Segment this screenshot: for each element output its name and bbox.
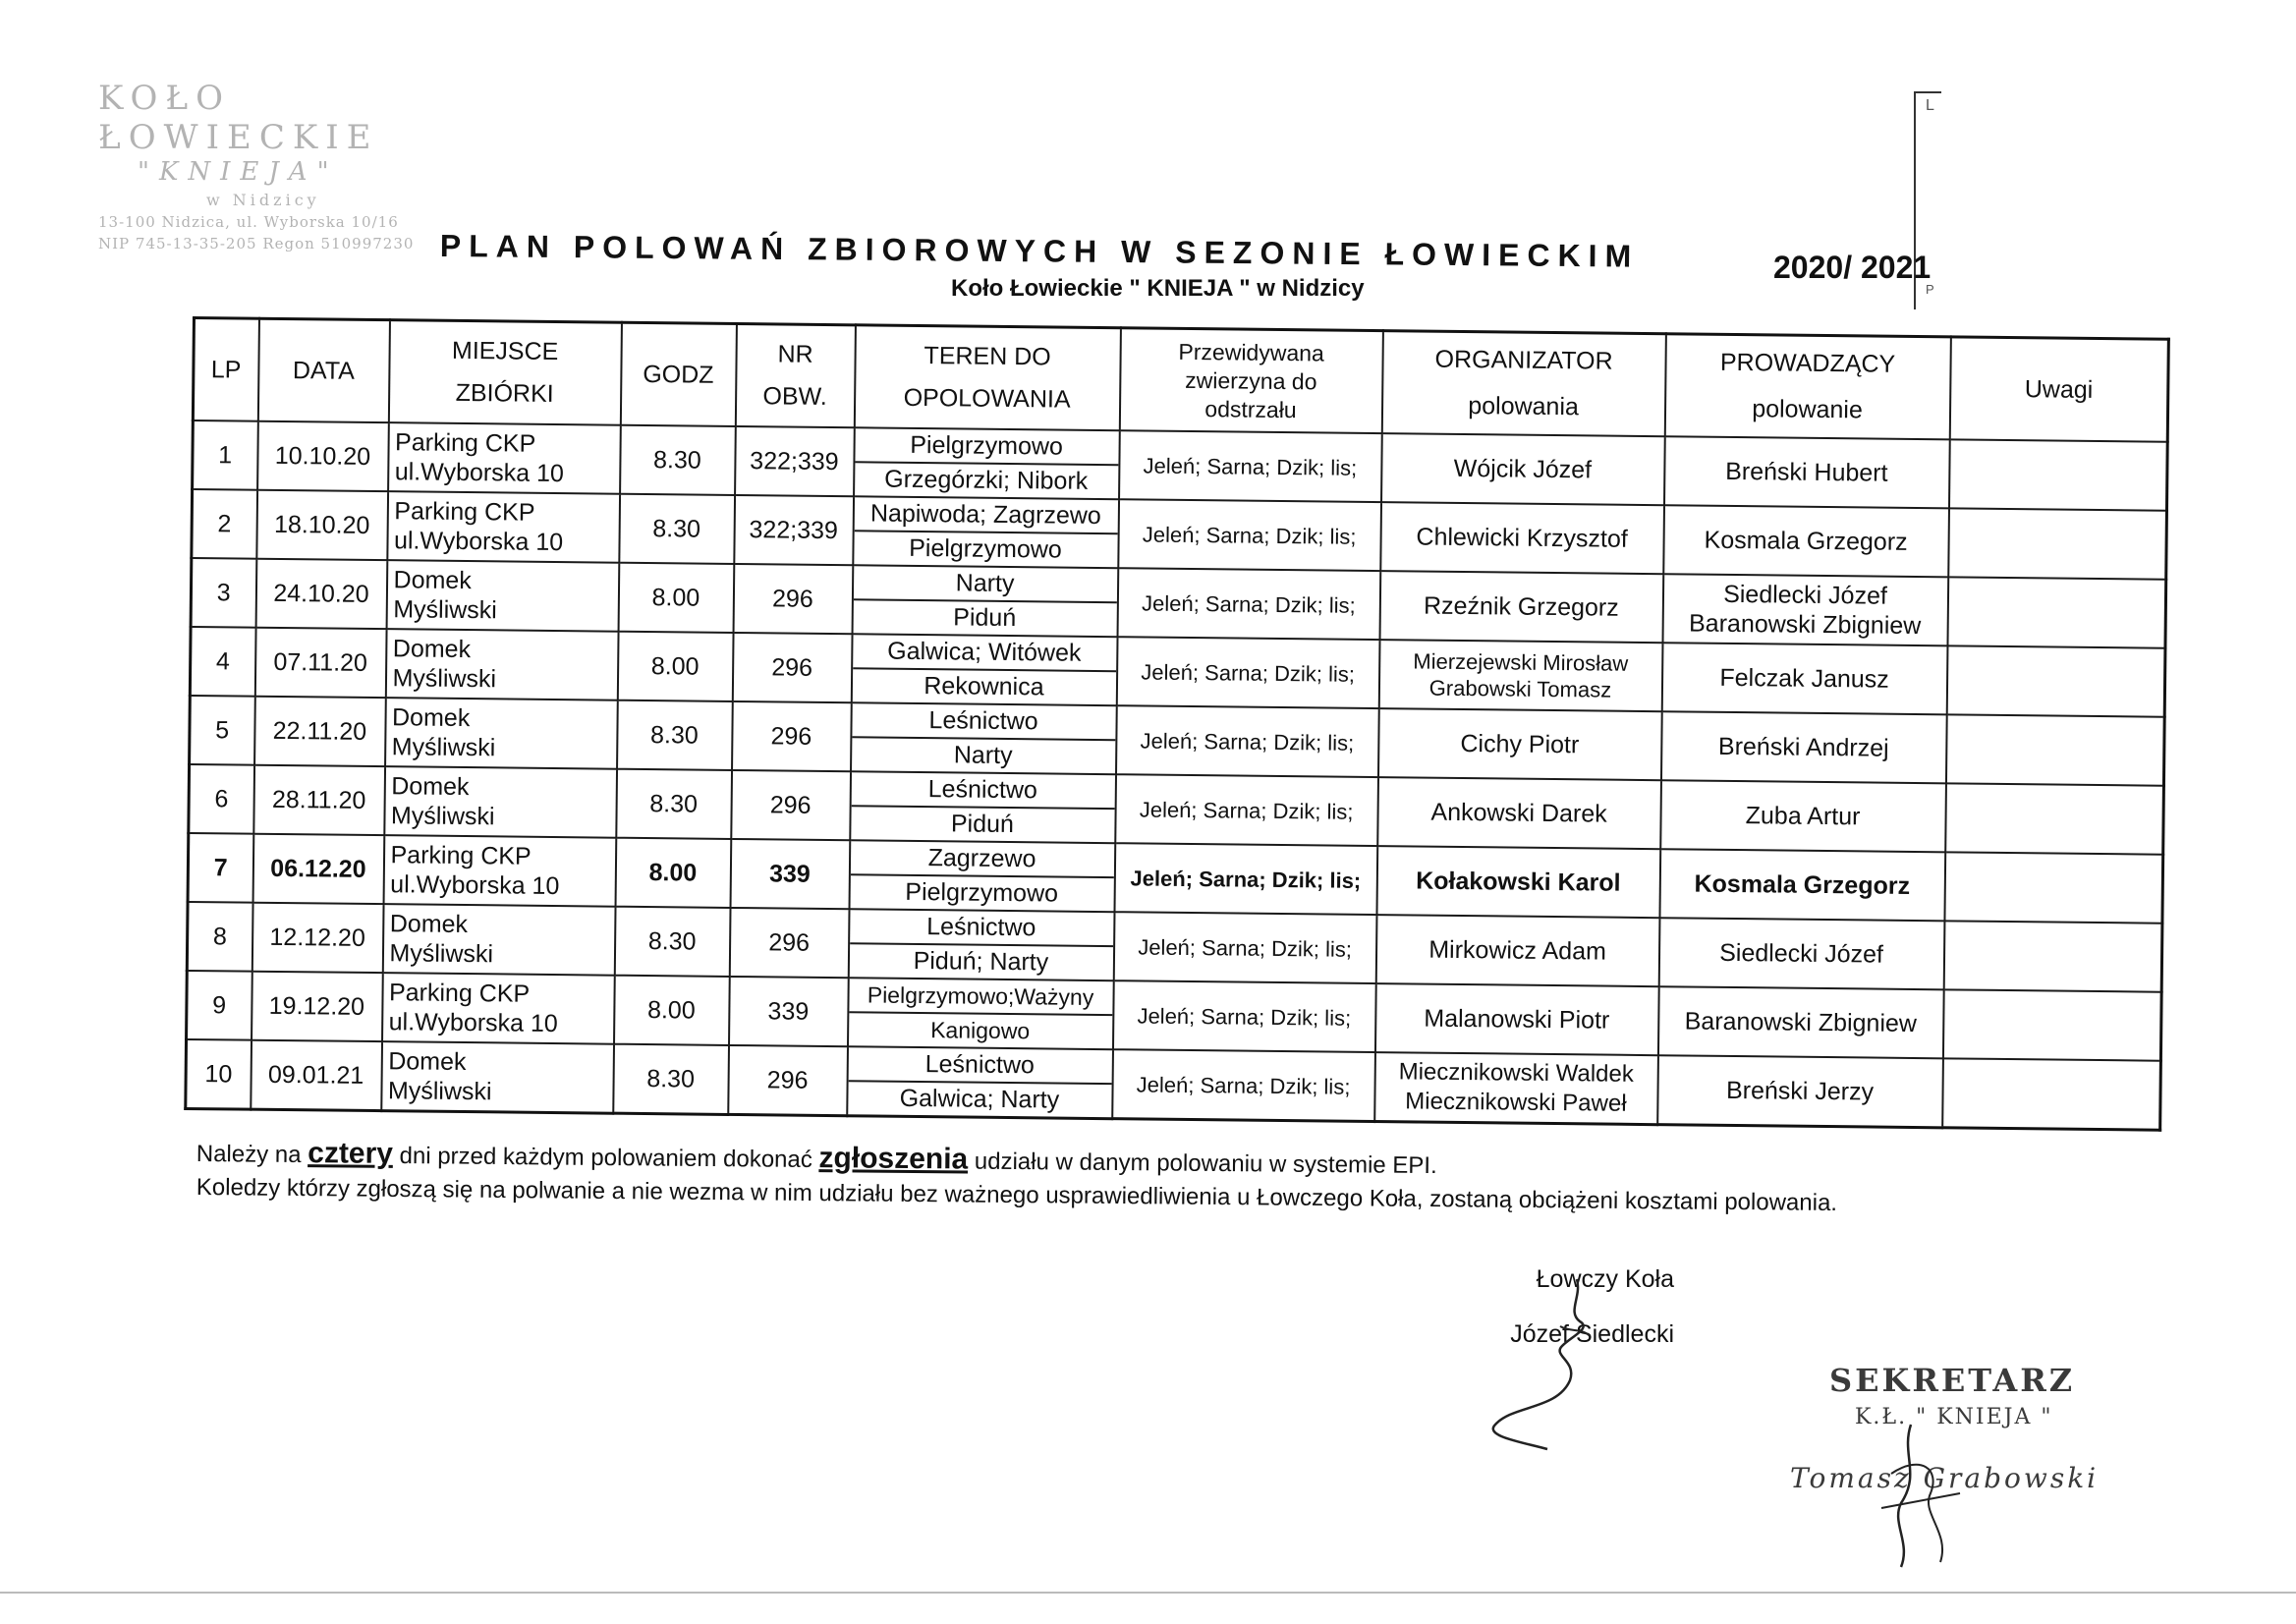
cell-lp: 9	[187, 971, 252, 1040]
cell-prowadzacy: Baranowski Zbigniew	[1657, 986, 1943, 1058]
margin-letter-bottom: P	[1926, 282, 1934, 297]
cell-godz: 8.30	[620, 425, 736, 495]
cell-zwierzyna: Jeleń; Sarna; Dzik; lis;	[1114, 843, 1377, 915]
cell-zwierzyna: Jeleń; Sarna; Dzik; lis;	[1117, 568, 1380, 640]
header-data: DATA	[257, 318, 389, 422]
cell-uwagi	[1943, 921, 2162, 991]
cell-organizator: Mierzejewski Mirosław Grabowski Tomasz	[1378, 640, 1662, 711]
cell-miejsce: Domek Myśliwski	[381, 1041, 614, 1113]
secretary-stamp-name: Tomasz Grabowski	[1790, 1462, 2100, 1494]
cell-nr-obw: 296	[732, 633, 852, 702]
cell-data: 07.11.20	[254, 628, 386, 698]
cell-lp: 1	[193, 420, 258, 490]
cell-lp: 8	[187, 902, 252, 972]
cell-teren: Leśnictwo Piduń	[850, 771, 1116, 843]
header-lp: LP	[193, 318, 258, 421]
signature-role: Łowczy Koła	[1536, 1265, 1674, 1293]
stamp-line-3: w Nidzicy	[206, 191, 320, 209]
note-emphasis-zgloszenia: zgłoszenia	[818, 1142, 969, 1176]
cell-nr-obw: 339	[730, 839, 850, 909]
season-label: 2020/ 2021	[1773, 250, 1932, 285]
cell-lp: 7	[188, 833, 253, 903]
header-uwagi: Uwagi	[1949, 337, 2168, 442]
cell-teren: Leśnictwo Narty	[851, 702, 1117, 774]
margin-letter-top: L	[1926, 97, 1934, 114]
cell-teren: Leśnictwo Galwica; Narty	[847, 1046, 1113, 1118]
document-subtitle: Koło Łowieckie " KNIEJA " w Nidzicy	[951, 275, 1365, 302]
cell-godz: 8.30	[617, 700, 733, 770]
cell-prowadzacy: Siedlecki Józef Baranowski Zbigniew	[1662, 574, 1948, 645]
cell-prowadzacy: Breński Jerzy	[1657, 1055, 1943, 1128]
cell-zwierzyna: Jeleń; Sarna; Dzik; lis;	[1112, 980, 1375, 1052]
secretary-stamp-title: SEKRETARZ	[1829, 1362, 2076, 1399]
cell-prowadzacy: Zuba Artur	[1660, 780, 1946, 852]
header-miejsce: MIEJSCE ZBIÓRKI	[388, 320, 621, 425]
cell-lp: 10	[186, 1039, 252, 1109]
cell-zwierzyna: Jeleń; Sarna; Dzik; lis;	[1113, 912, 1376, 983]
cell-data: 28.11.20	[253, 765, 385, 835]
cell-miejsce: Parking CKP ul.Wyborska 10	[387, 491, 620, 563]
cell-organizator: Miecznikowski Waldek Miecznikowski Paweł	[1374, 1052, 1658, 1125]
cell-zwierzyna: Jeleń; Sarna; Dzik; lis;	[1112, 1049, 1375, 1121]
cell-miejsce: Domek Myśliwski	[386, 560, 619, 632]
handwritten-signature-sekretarz	[1872, 1415, 1980, 1572]
secretary-stamp-org: K.Ł. " KNIEJA "	[1855, 1405, 2053, 1429]
cell-godz: 8.00	[617, 632, 733, 701]
cell-lp: 4	[190, 627, 255, 697]
cell-miejsce: Parking CKP ul.Wyborska 10	[388, 422, 621, 494]
header-organizator: ORGANIZATOR polowania	[1381, 331, 1665, 437]
cell-lp: 6	[189, 764, 254, 834]
cell-prowadzacy: Kosmala Grzegorz	[1659, 849, 1945, 921]
header-teren: TEREN DO OPOLOWANIA	[854, 325, 1120, 430]
cell-organizator: Mirkowicz Adam	[1375, 915, 1659, 986]
hunt-plan-table	[184, 316, 2170, 1132]
handwritten-signature-lowczy	[1454, 1267, 1670, 1454]
cell-godz: 8.00	[615, 838, 731, 908]
cell-data: 12.12.20	[252, 903, 383, 973]
cell-uwagi	[1948, 439, 2167, 510]
cell-teren: Pielgrzymowo Grzegórzki; Nibork	[854, 427, 1120, 499]
header-nr-obw: NR OBW.	[735, 323, 855, 427]
cell-zwierzyna: Jeleń; Sarna; Dzik; lis;	[1116, 637, 1379, 708]
header-zwierzyna: Przewidywana zwierzyna do odstrzału	[1119, 328, 1382, 433]
hunt-plan-table-wrapper	[184, 316, 2167, 1132]
cell-prowadzacy: Kosmala Grzegorz	[1663, 505, 1949, 577]
cell-teren: Zagrzewo Pielgrzymowo	[849, 840, 1115, 912]
cell-lp: 2	[192, 489, 257, 559]
stamp-line-4: 13-100 Nidzica, ul. Wyborska 10/16	[98, 213, 399, 231]
cell-miejsce: Parking CKP ul.Wyborska 10	[382, 973, 615, 1044]
scan-bottom-edge	[0, 1592, 2296, 1594]
cell-lp: 5	[190, 696, 255, 765]
cell-data: 10.10.20	[257, 421, 389, 491]
cell-godz: 8.30	[619, 494, 735, 564]
cell-prowadzacy: Felczak Janusz	[1661, 643, 1947, 714]
cell-godz: 8.30	[613, 1044, 729, 1115]
cell-uwagi	[1942, 1058, 2161, 1130]
cell-uwagi	[1942, 989, 2161, 1060]
cell-prowadzacy: Siedlecki Józef	[1658, 918, 1944, 989]
cell-miejsce: Domek Myśliwski	[384, 766, 617, 838]
cell-teren: Galwica; Witówek Rekownica	[851, 634, 1117, 705]
cell-uwagi	[1944, 852, 2163, 923]
cell-miejsce: Domek Myśliwski	[385, 629, 618, 700]
signature-name: Józef Siedlecki	[1510, 1320, 1674, 1348]
stamp-line-1: KOŁO ŁOWIECKIE	[98, 79, 379, 157]
cell-lp: 3	[191, 558, 256, 628]
note-registration: Należy na cztery dni przed każdym polowaniem dokonać zgłoszenia udziału w danym polowaniu w systemie EPI.	[196, 1137, 1437, 1180]
cell-organizator: Kołakowski Karol	[1376, 846, 1660, 918]
cell-data: 18.10.20	[256, 490, 388, 560]
cell-teren: Leśnictwo Piduń; Narty	[848, 909, 1114, 980]
cell-uwagi	[1947, 577, 2166, 647]
cell-nr-obw: 339	[729, 977, 849, 1046]
cell-prowadzacy: Breński Hubert	[1664, 436, 1950, 508]
cell-zwierzyna: Jeleń; Sarna; Dzik; lis;	[1118, 499, 1381, 571]
cell-godz: 8.00	[618, 563, 734, 633]
organization-stamp	[98, 79, 472, 252]
cell-godz: 8.30	[614, 907, 730, 977]
cell-organizator: Cichy Piotr	[1377, 708, 1661, 780]
cell-uwagi	[1945, 714, 2164, 785]
document-title: PLAN POLOWAŃ ZBIOROWYCH W SEZONIE ŁOWIECKIM	[439, 228, 1640, 274]
cell-data: 06.12.20	[252, 834, 384, 904]
note-emphasis-cztery: cztery	[308, 1137, 394, 1170]
note-penalty: Koledzy którzy zgłoszą się na polwanie a nie wezma w nim udziału bez ważnego usprawiedliwienia u Łowczego Koła, zostaną obciążeni kosztami polowania.	[196, 1174, 1838, 1217]
cell-miejsce: Domek Myśliwski	[382, 904, 615, 976]
cell-data: 19.12.20	[252, 972, 383, 1041]
cell-godz: 8.00	[614, 976, 730, 1045]
cell-zwierzyna: Jeleń; Sarna; Dzik; lis;	[1116, 705, 1379, 777]
cell-nr-obw: 296	[733, 564, 853, 634]
stamp-line-2: "KNIEJA"	[138, 157, 339, 187]
cell-nr-obw: 296	[732, 701, 852, 771]
cell-organizator: Malanowski Piotr	[1374, 983, 1658, 1055]
cell-data: 24.10.20	[255, 559, 387, 629]
cell-nr-obw: 296	[728, 1045, 848, 1116]
cell-organizator: Rzeźnik Grzegorz	[1379, 571, 1663, 643]
header-godz: GODZ	[620, 322, 736, 426]
cell-organizator: Wójcik Józef	[1381, 433, 1665, 505]
cell-nr-obw: 296	[729, 908, 849, 978]
cell-nr-obw: 296	[731, 770, 851, 840]
cell-zwierzyna: Jeleń; Sarna; Dzik; lis;	[1119, 430, 1382, 502]
cell-uwagi	[1945, 783, 2164, 854]
cell-uwagi	[1948, 508, 2167, 579]
cell-teren: Napiwoda; Zagrzewo Pielgrzymowo	[853, 496, 1119, 568]
cell-miejsce: Parking CKP ul.Wyborska 10	[383, 835, 616, 907]
header-prowadzacy: PROWADZĄCY polowanie	[1664, 334, 1950, 440]
cell-nr-obw: 322;339	[735, 426, 855, 496]
cell-uwagi	[1946, 645, 2165, 716]
stamp-line-5: NIP 745-13-35-205 Regon 510997230	[98, 235, 415, 252]
cell-data: 22.11.20	[254, 697, 386, 766]
cell-godz: 8.30	[616, 769, 732, 839]
cell-organizator: Ankowski Darek	[1377, 777, 1661, 849]
cell-miejsce: Domek Myśliwski	[385, 698, 618, 769]
cell-nr-obw: 322;339	[734, 495, 854, 565]
cell-teren: Narty Piduń	[852, 565, 1118, 637]
cell-prowadzacy: Breński Andrzej	[1660, 711, 1946, 783]
cell-data: 09.01.21	[251, 1040, 382, 1111]
cell-organizator: Chlewicki Krzysztof	[1380, 502, 1664, 574]
cell-teren: Pielgrzymowo;Ważyny Kanigowo	[847, 978, 1113, 1049]
cell-zwierzyna: Jeleń; Sarna; Dzik; lis;	[1115, 774, 1378, 846]
